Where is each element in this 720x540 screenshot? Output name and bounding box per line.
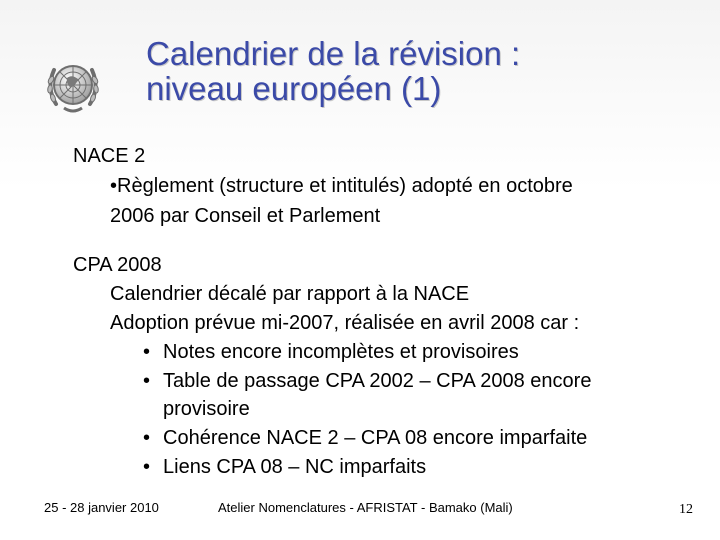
un-emblem-icon: [42, 56, 104, 118]
bullet-symbol: •: [143, 427, 151, 449]
cpa-bullet-1: Notes encore incomplètes et provisoires: [163, 341, 519, 363]
section-heading-nace2: NACE 2: [73, 145, 146, 167]
nace2-line-1: •Règlement (structure et intitulés) adopté en octobre: [110, 175, 573, 197]
bullet-symbol: •: [143, 370, 151, 392]
slide-title-line-2: niveau européen (1): [146, 70, 442, 107]
nace2-line-2: 2006 par Conseil et Parlement: [110, 205, 381, 227]
bullet-symbol: •: [143, 341, 151, 363]
cpa-bullet-2: Table de passage CPA 2002 – CPA 2008 encore: [163, 370, 592, 392]
slide-title-line-1: Calendrier de la révision :: [146, 35, 521, 72]
cpa-bullet-3: Cohérence NACE 2 – CPA 08 encore imparfaite: [163, 427, 588, 449]
cpa-bullet-4: Liens CPA 08 – NC imparfaits: [163, 456, 427, 478]
footer-date: 25 - 28 janvier 2010: [44, 500, 159, 515]
section-heading-cpa2008: CPA 2008: [73, 254, 162, 276]
footer-event: Atelier Nomenclatures - AFRISTAT - Bamako (Mali): [218, 500, 513, 515]
cpa-line-1: Calendrier décalé par rapport à la NACE: [110, 283, 470, 305]
page-number: 12: [679, 502, 693, 517]
slide-title: [146, 36, 686, 106]
cpa-line-2: Adoption prévue mi-2007, réalisée en avril 2008 car :: [110, 312, 580, 334]
bullet-symbol: •: [143, 456, 151, 478]
cpa-bullet-2-continued: provisoire: [163, 398, 250, 420]
